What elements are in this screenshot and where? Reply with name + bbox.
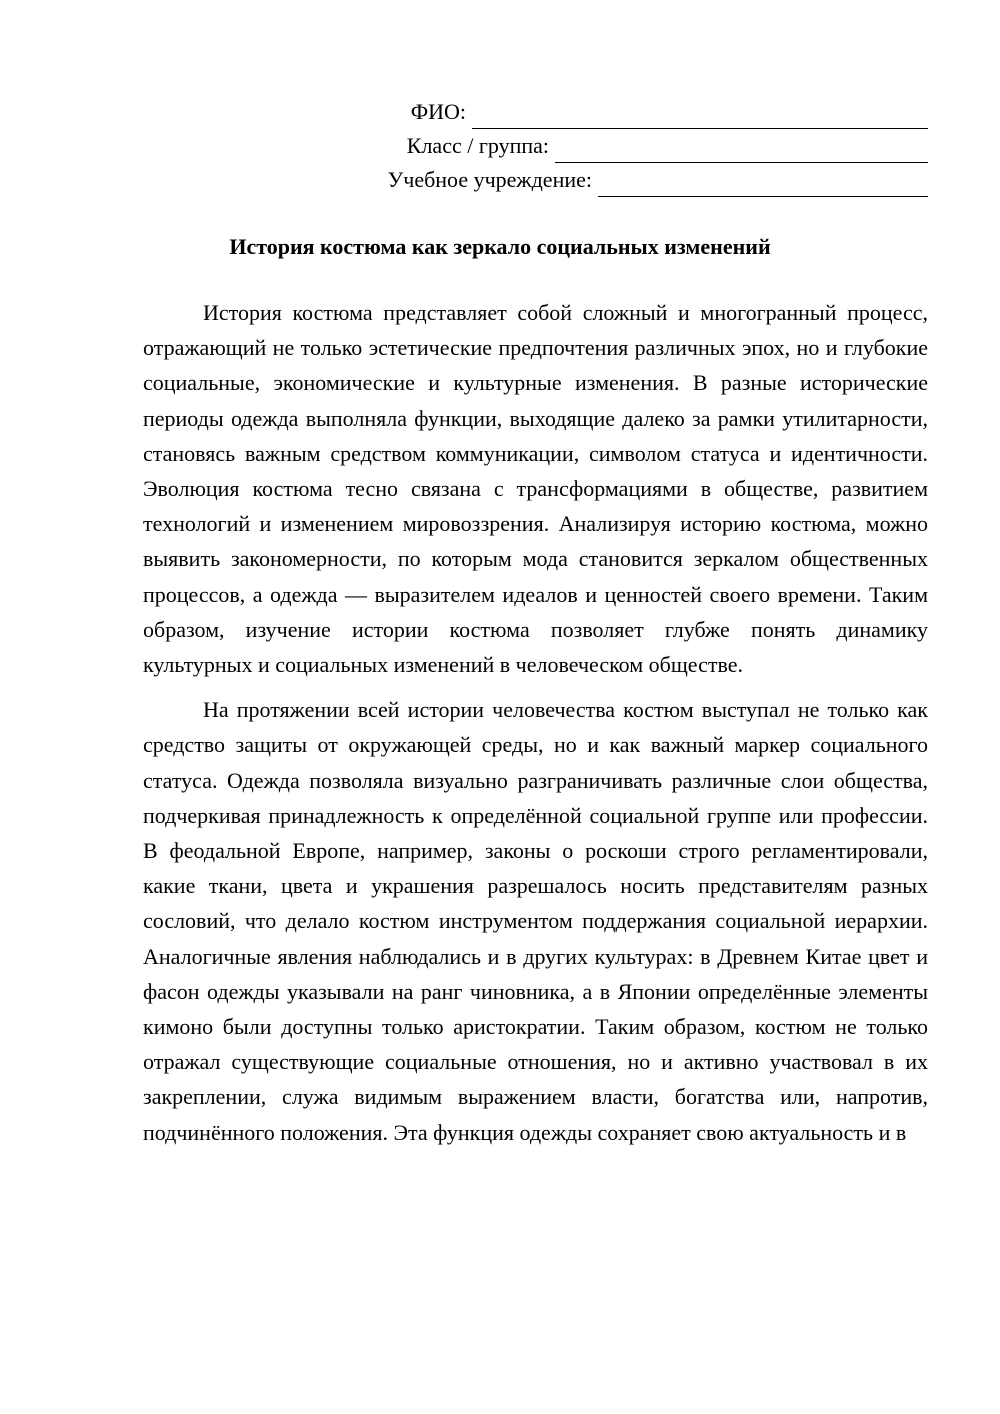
paragraph-1: История костюма представляет собой сложный и многогранный процесс, отражающий не только эстетические предпочтения различных эпох, но и глубокие социальные, экономические и культурные изменения. В разные исторические периоды одежда выполняла функции, выходящие далеко за рамки утилитарности, становясь важным средством коммуникации, символом статуса и идентичности. Эволюция костюма тесно связана с трансформациями в обществе, развитием технологий и изменением мировоззрения. Анализируя историю костюма, можно выявить закономерности, по которым мода становится зеркалом общественных процессов, а одежда — выразителем идеалов и ценностей своего времени. Таким образом, изучение истории костюма позволяет глубже понять динамику культурных и социальных изменений в человеческом обществе. (143, 300, 928, 678)
fio-label: ФИО: (410, 99, 466, 124)
school-row (328, 163, 928, 197)
school-label: Учебное учреждение: (387, 167, 592, 192)
paragraph-2: На протяжении всей истории человечества костюм выступал не только как средство защиты от окружающей среды, но и как важный маркер социального статуса. Одежда позволяла визуально разграничивать различные слои общества, подчеркивая принадлежность к определённой социальной группе или профессии. В феодальной Европе, например, законы о роскоши строго регламентировали, какие ткани, цвета и украшения разрешалось носить представителям разных сословий, что делало костюм инструментом поддержания социальной иерархии. Аналогичные явления наблюдались и в других культурах: в Древнем Китае цвет и фасон одежды указывали на ранг чиновника, а в Японии определённые элементы кимоно были доступны только аристократии. Таким образом, костюм не только отражал существующие социальные отношения, но и активно участвовал в их закреплении, служа видимым выражением власти, богатства или, напротив, подчинённого положения. Эта функция одежды сохраняет свою актуальность и в (143, 697, 928, 1145)
student-info-block (328, 95, 928, 197)
class-label: Класс / группа: (406, 133, 549, 158)
fio-blank-line (472, 102, 928, 129)
class-row (328, 129, 928, 163)
document-body (143, 295, 928, 1160)
class-blank-line (555, 136, 928, 163)
school-blank-line (598, 170, 928, 197)
fio-row (328, 95, 928, 129)
document-title: История костюма как зеркало социальных изменений (229, 234, 771, 259)
